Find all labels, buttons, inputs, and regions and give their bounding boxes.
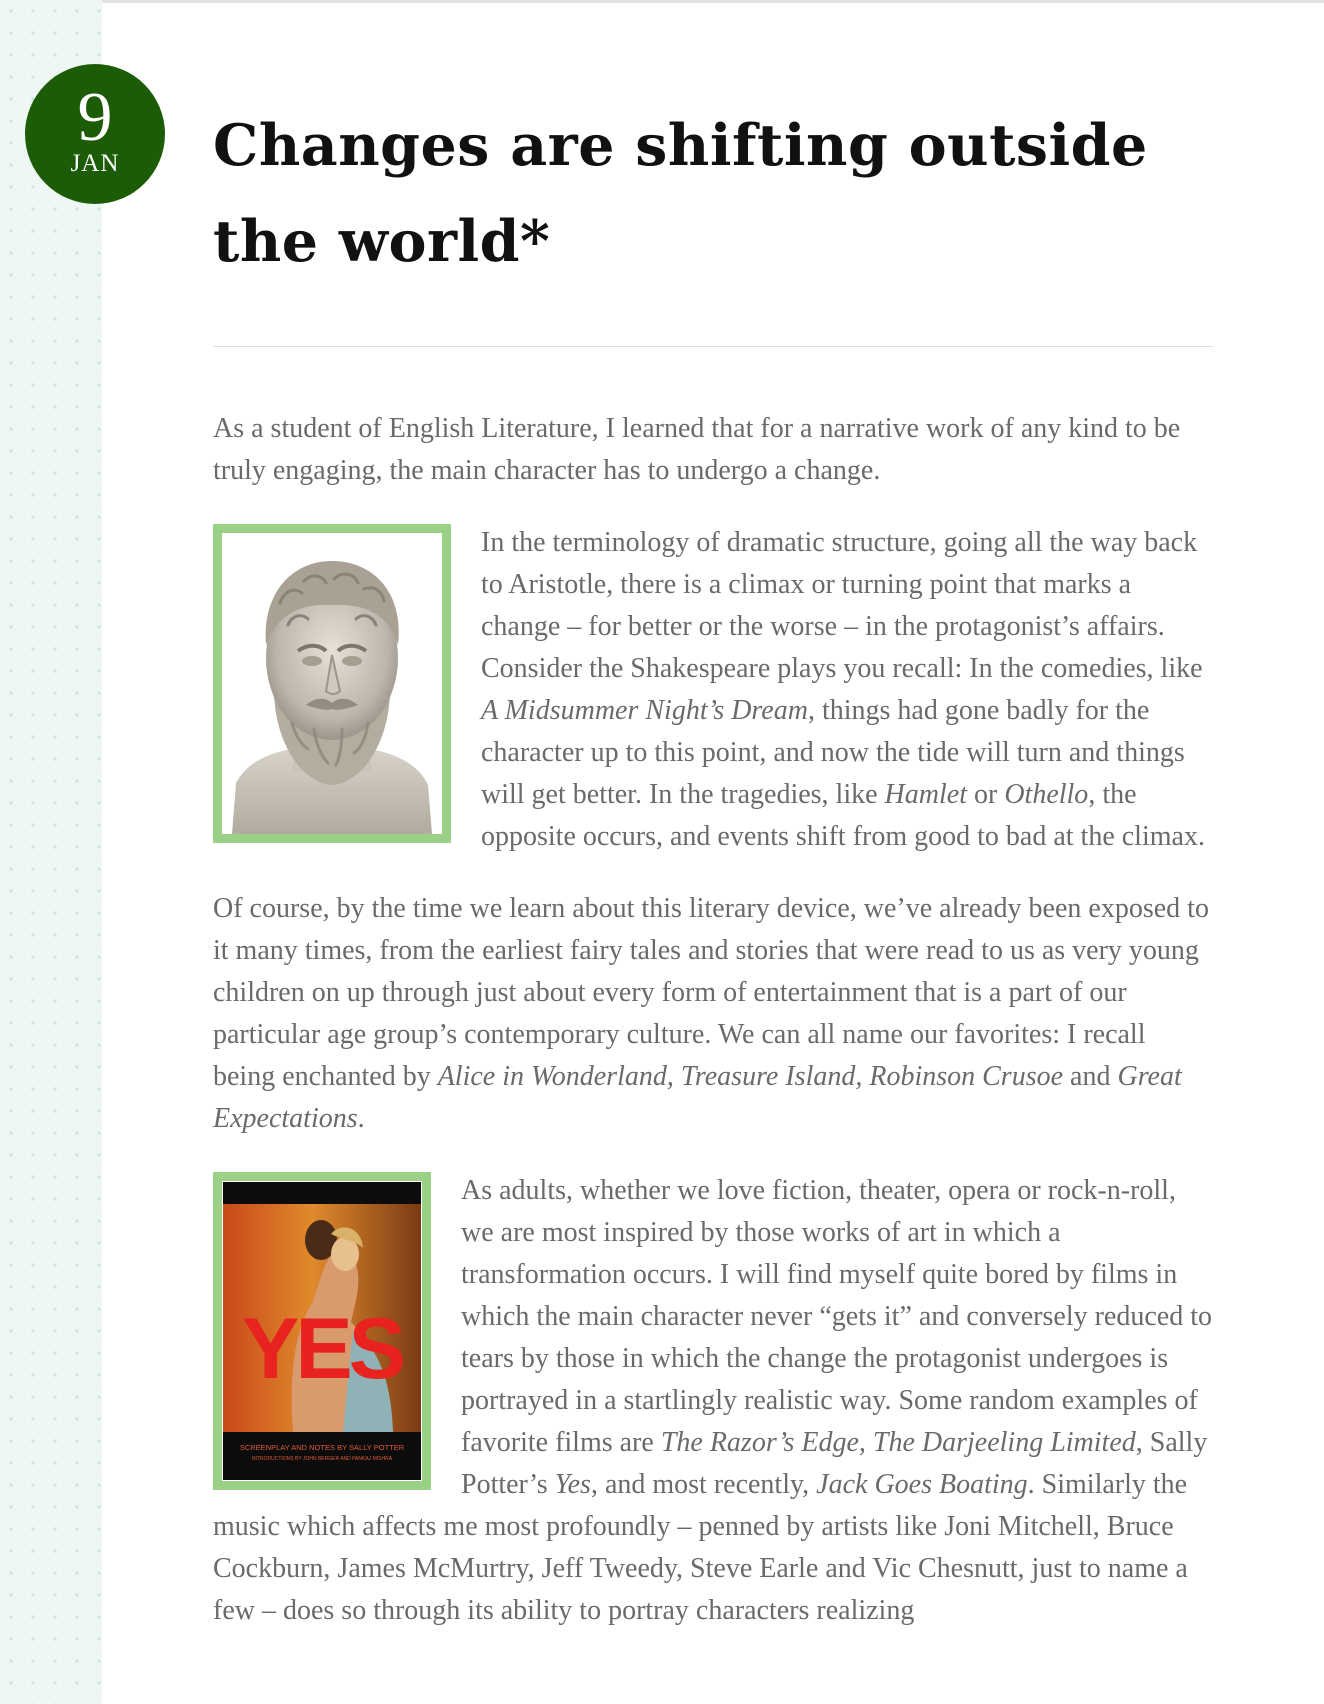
paragraph-intro: As a student of English Literature, I learned that for a narrative work of any kind to be truly engaging, the main character has to undergo a change.: [213, 413, 1181, 486]
p2-text-a: In the terminology of dramatic structure, going all the way back to Aristotle, there is a climax or turning point that marks a change – for better or the worse – in the protagonist’s affairs. Consider the Shakespeare plays you recall: In the comedies, like: [481, 527, 1203, 684]
p4-text-g: . Similarly the music which affects me most profoundly – penned by artists like Joni Mitchell, Bruce Cockburn, James McMurtry, Jeff Tweedy, Steve Earle and Vic Chesnutt, just to name a few – does so through its ability to portray characters realizing: [213, 1469, 1188, 1626]
title-razors-darjeeling: The Razor’s Edge, The Darjeeling Limited: [660, 1427, 1136, 1458]
post-body: [213, 408, 1213, 1662]
poster-credit-1: SCREENPLAY AND NOTES BY SALLY POTTER: [239, 1443, 405, 1452]
p2-text-c: , things had gone badly for the character up to this point, and now the tide will turn and things will get better. In the tragedies, like: [481, 695, 1185, 810]
p4-text-e: , and most recently,: [590, 1469, 817, 1500]
title-great-expectations: Great Expectations: [213, 1061, 1182, 1134]
p2-text-g: , the opposite occurs, and events shift from good to bad at the climax.: [481, 779, 1205, 852]
title-othello: Othello: [1004, 779, 1089, 810]
date-badge: [25, 64, 165, 204]
aristotle-bust-image: [213, 524, 451, 843]
p3-text-a: Of course, by the time we learn about this literary device, we’ve already been exposed to it many times, from the earliest fairy tales and stories that were read to us as very young children on up through just about every form of entertainment that is a part of our particular age group’s contemporary culture. We can all name our favorites: I recall being enchanted by: [213, 893, 1209, 1092]
post-title[interactable]: Changes are shifting outside the world*: [213, 112, 1148, 275]
date-day: 9: [77, 79, 113, 156]
p3-text-e: .: [357, 1103, 365, 1134]
title-divider: [213, 346, 1213, 347]
title-hamlet: Hamlet: [884, 779, 967, 810]
p4-text-c: , Sally Potter’s: [461, 1427, 1208, 1500]
p2-text-e: or: [966, 779, 1005, 810]
title-favorites-list: Alice in Wonderland, Treasure Island, Robinson Crusoe: [437, 1061, 1064, 1092]
p4-text-a: As adults, whether we love fiction, theater, opera or rock-n-roll, we are most inspired by those works of art in which a transformation occurs. I will find myself quite bored by films in which the main character never “gets it” and conversely reduced to tears by those in which the change the protagonist undergoes is portrayed in a startlingly realistic way. Some random examples of favorite films are: [461, 1175, 1212, 1458]
p3-text-c: and: [1063, 1061, 1118, 1092]
title-jack-goes-boating: Jack Goes Boating: [816, 1469, 1028, 1500]
title-yes: Yes: [554, 1469, 591, 1500]
yes-poster-image: [213, 1172, 431, 1490]
poster-title: YES: [241, 1301, 403, 1397]
paragraph-literary-device: [213, 888, 1213, 1140]
title-midsummer: A Midsummer Night’s Dream: [481, 695, 808, 726]
poster-credit-2: INTRODUCTIONS BY JOHN BERGER AND PANKAJ MISHRA: [251, 1456, 393, 1462]
aristotle-bust-illustration: [222, 533, 442, 834]
date-month: JAN: [70, 150, 120, 177]
yes-poster-illustration: [223, 1182, 421, 1480]
